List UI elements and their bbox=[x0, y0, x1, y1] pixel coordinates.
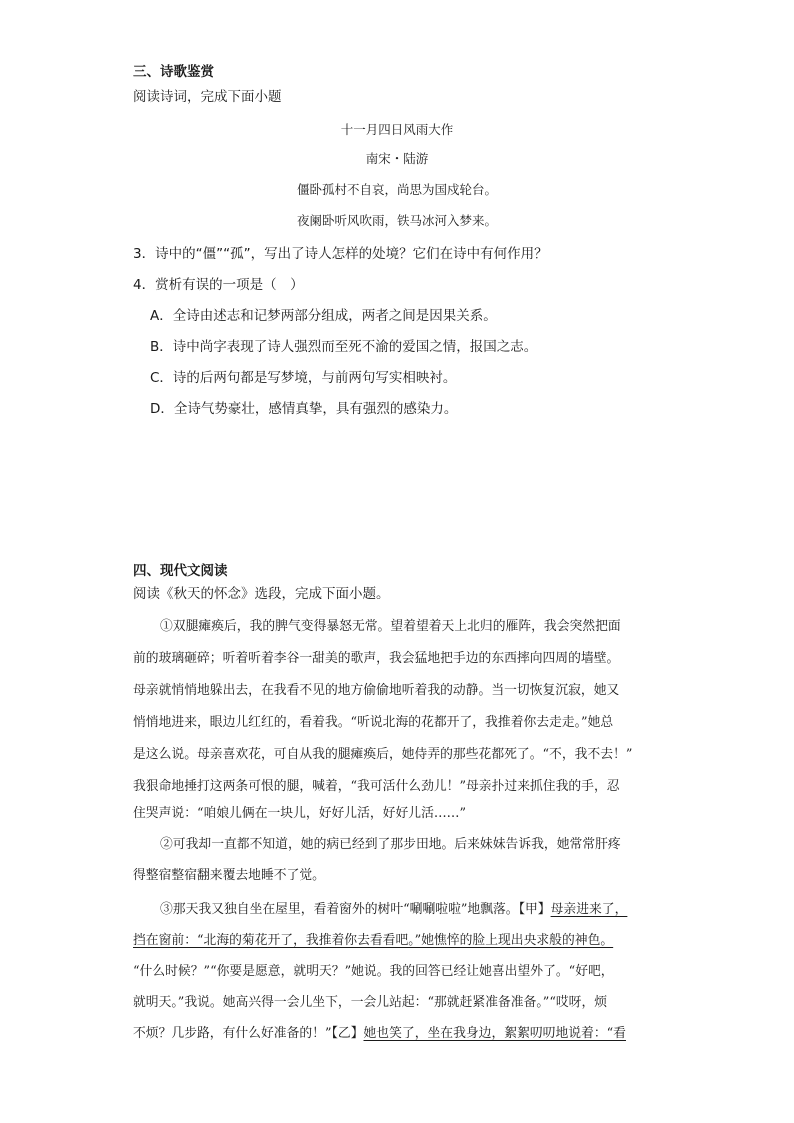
underlined-sentence-yi: 她也笑了，坐在我身边，絮絮叨叨地说着：“看 bbox=[363, 1026, 626, 1041]
passage-p3-line bbox=[133, 932, 613, 950]
passage-p3-line: “什么时候？”“你要是愿意，就明天？”她说。我的回答已经让她喜出望外了。“好吧， bbox=[133, 964, 614, 979]
section-4-heading: 四、现代文阅读 bbox=[133, 563, 228, 579]
question-4: 4．赏析有误的一项是（ ） bbox=[133, 277, 304, 293]
passage-p1-line: 悄悄地进来，眼边儿红红的，看着我。“听说北海的花都开了，我推着你去走走。”她总 bbox=[133, 715, 614, 730]
option-d: D．全诗气势豪壮，感情真挚，具有强烈的感染力。 bbox=[150, 401, 458, 417]
underlined-sentence-jia-cont: 挡在窗前：“北海的菊花开了，我推着你去看看吧。”她憔悴的脸上现出央求般的神色。 bbox=[133, 933, 614, 948]
option-a: A．全诗由述志和记梦两部分组成，两者之间是因果关系。 bbox=[150, 308, 497, 324]
poem-title: 十一月四日风雨大作 bbox=[340, 122, 454, 137]
passage-p3-line bbox=[133, 1025, 626, 1043]
poem-line-1: 僵卧孤村不自哀，尚思为国戍轮台。 bbox=[296, 182, 497, 197]
option-b: B．诗中尚字表现了诗人强烈而至死不渝的爱国之情，报国之志。 bbox=[150, 339, 538, 355]
passage-p1-line: 母亲就悄悄地躲出去，在我看不见的地方偷偷地听着我的动静。当一切恢复沉寂，她又 bbox=[133, 683, 620, 698]
section-3-intro: 阅读诗词，完成下面小题 bbox=[133, 89, 282, 105]
question-3: 3．诗中的“僵”“孤”，写出了诗人怎样的处境？它们在诗中有何作用？ bbox=[133, 246, 548, 262]
section-4-intro: 阅读《秋天的怀念》选段，完成下面小题。 bbox=[133, 586, 390, 602]
poem-author: 南宋・陆游 bbox=[365, 151, 429, 166]
passage-p1-line: 住哭声说：“咱娘儿俩在一块儿，好好儿活，好好儿活……” bbox=[133, 806, 467, 821]
passage-p3-line bbox=[160, 901, 627, 919]
underlined-sentence-jia: 母亲进来了， bbox=[550, 902, 628, 917]
passage-p1-line: 我狠命地捶打这两条可恨的腿，喊着，“我可活什么劲儿！”母亲扑过来抓住我的手，忍 bbox=[133, 779, 620, 794]
passage-p1-line: 前的玻璃砸碎；听着听着李谷一甜美的歌声，我会猛地把手边的东西摔向四周的墙壁。 bbox=[133, 651, 620, 666]
passage-p2-line: ②可我却一直都不知道，她的病已经到了那步田地。后来妹妹告诉我，她常常肝疼 bbox=[160, 837, 621, 852]
passage-p3-text: 不烦？几步路，有什么好准备的！”【乙】 bbox=[133, 1026, 364, 1041]
poem-line-2: 夜阑卧听风吹雨，铁马冰河入梦来。 bbox=[296, 213, 497, 228]
passage-p2-line: 得整宿整宿翻来覆去地睡不了觉。 bbox=[133, 868, 325, 883]
passage-p3-text: ③那天我又独自坐在屋里，看着窗外的树叶“唰唰啦啦”地飘落。【甲】 bbox=[160, 902, 551, 917]
passage-p1-line: 是这么说。母亲喜欢花，可自从我的腿瘫痪后，她侍弄的那些花都死了。“不，我不去！” bbox=[133, 747, 633, 762]
option-c: C．诗的后两句都是写梦境，与前两句写实相映衬。 bbox=[150, 370, 457, 386]
passage-p1-line: ①双腿瘫痪后，我的脾气变得暴怒无常。望着望着天上北归的雁阵，我会突然把面 bbox=[160, 619, 621, 634]
section-3-heading: 三、诗歌鉴赏 bbox=[133, 64, 214, 80]
passage-p3-line: 就明天。”我说。她高兴得一会儿坐下，一会儿站起：“那就赶紧准备准备。”“哎呀，烦 bbox=[133, 995, 608, 1010]
